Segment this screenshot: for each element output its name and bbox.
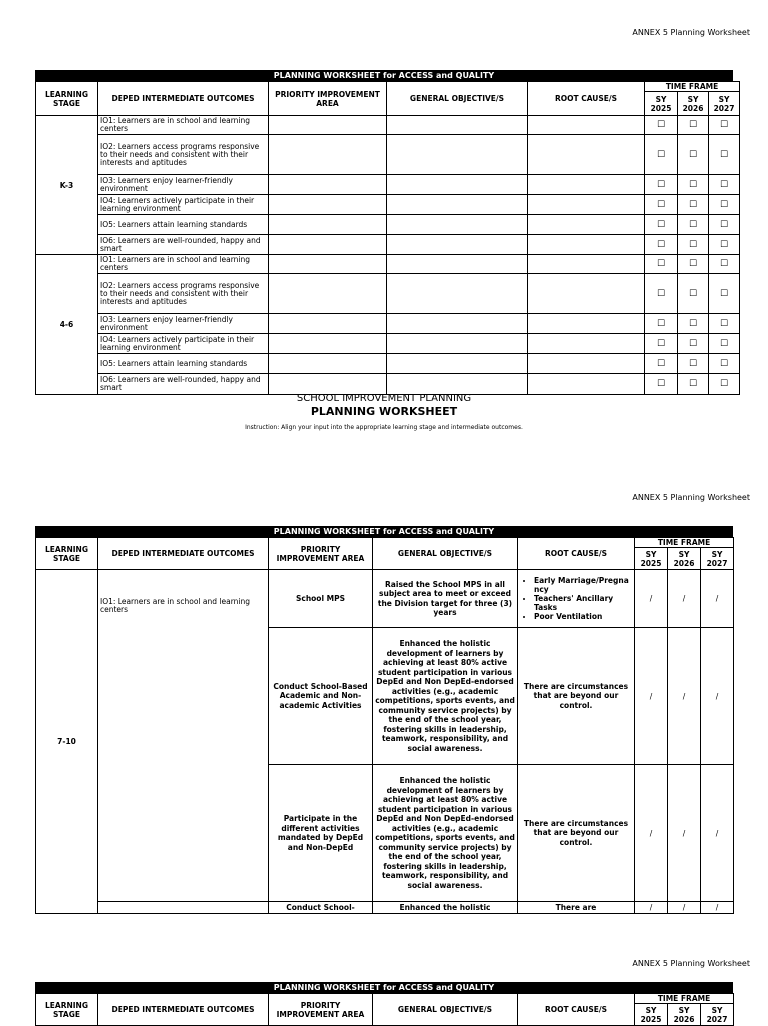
col-outcomes: DEPED INTERMEDIATE OUTCOMES <box>98 994 269 1026</box>
outcome-io2: IO2: Learners access programs responsive to their needs and consistent with their interests and aptitudes <box>98 135 269 175</box>
col-learning-stage: LEARNING STAGE <box>36 994 98 1026</box>
root-cause-cell[interactable] <box>528 116 645 135</box>
col-sy-2027: SY 2027 <box>709 92 740 116</box>
timeframe-mark[interactable]: / <box>635 570 668 628</box>
priority-cell[interactable] <box>269 135 387 175</box>
col-objective: GENERAL OBJECTIVE/S <box>387 82 528 116</box>
priority-cell[interactable]: Conduct School- <box>269 902 373 914</box>
checkbox[interactable]: ☐ <box>678 255 709 274</box>
col-time-frame: TIME FRAME <box>645 82 740 92</box>
priority-cell[interactable]: Conduct School-Based Academic and Non-academic Activities <box>269 628 373 765</box>
checkbox[interactable]: ☐ <box>709 274 740 314</box>
col-priority: PRIORITY IMPROVEMENT AREA <box>269 994 373 1026</box>
priority-cell[interactable] <box>269 274 387 314</box>
priority-cell[interactable] <box>269 235 387 255</box>
checkbox[interactable]: ☐ <box>645 175 678 195</box>
checkbox[interactable]: ☐ <box>678 334 709 354</box>
checkbox[interactable]: ☐ <box>645 374 678 395</box>
checkbox[interactable]: ☐ <box>645 255 678 274</box>
priority-cell[interactable] <box>269 116 387 135</box>
worksheet-table <box>35 537 734 914</box>
objective-cell[interactable] <box>387 354 528 374</box>
outcome-io3: IO3: Learners enjoy learner-friendly environment <box>98 175 269 195</box>
checkbox[interactable]: ☐ <box>678 235 709 255</box>
worksheet-3 <box>35 982 733 1026</box>
checkbox[interactable]: ☐ <box>709 314 740 334</box>
checkbox[interactable]: ☐ <box>678 135 709 175</box>
col-sy-2025: SY 2025 <box>635 1004 668 1026</box>
outcome-io1: IO1: Learners are in school and learning centers <box>98 255 269 274</box>
outcome-io6: IO6: Learners are well-rounded, happy and smart <box>98 235 269 255</box>
checkbox[interactable]: ☐ <box>709 374 740 395</box>
checkbox[interactable]: ☐ <box>709 175 740 195</box>
objective-cell[interactable]: Raised the School MPS in all subject area to meet or exceed the Division target for three (3) years <box>373 570 518 628</box>
priority-cell[interactable] <box>269 314 387 334</box>
objective-cell[interactable] <box>387 135 528 175</box>
outcome-io5: IO5: Learners attain learning standards <box>98 354 269 374</box>
annex-label: ANNEX 5 Planning Worksheet <box>632 959 750 968</box>
priority-cell[interactable] <box>269 255 387 274</box>
objective-cell[interactable] <box>387 116 528 135</box>
checkbox[interactable]: ☐ <box>678 274 709 314</box>
checkbox[interactable]: ☐ <box>645 195 678 215</box>
objective-cell[interactable] <box>387 215 528 235</box>
root-cause-cell[interactable]: There are circumstances that are beyond our control. <box>518 628 635 765</box>
col-sy-2025: SY 2025 <box>645 92 678 116</box>
timeframe-mark[interactable]: / <box>701 628 734 765</box>
col-priority: PRIORITY IMPROVEMENT AREA <box>269 538 373 570</box>
outcome-io3: IO3: Learners enjoy learner-friendly environment <box>98 314 269 334</box>
priority-cell[interactable] <box>269 354 387 374</box>
col-time-frame: TIME FRAME <box>635 538 734 548</box>
outcome-io6: IO6: Learners are well-rounded, happy and smart <box>98 374 269 395</box>
checkbox[interactable]: ☐ <box>709 135 740 175</box>
outcome-io4: IO4: Learners actively participate in their learning environment <box>98 195 269 215</box>
timeframe-mark[interactable]: / <box>668 902 701 914</box>
root-cause-cell[interactable] <box>528 374 645 395</box>
objective-cell[interactable] <box>387 195 528 215</box>
annex-label: ANNEX 5 Planning Worksheet <box>632 493 750 502</box>
priority-cell[interactable]: School MPS <box>269 570 373 628</box>
col-objective: GENERAL OBJECTIVE/S <box>373 994 518 1026</box>
root-cause-cell[interactable] <box>518 570 635 628</box>
checkbox[interactable]: ☐ <box>645 135 678 175</box>
root-cause-item: • Teachers' Ancillary Tasks <box>534 594 632 612</box>
worksheet-title: PLANNING WORKSHEET for ACCESS and QUALITY <box>35 70 733 81</box>
outcome-cell <box>98 902 269 914</box>
col-outcomes: DEPED INTERMEDIATE OUTCOMES <box>98 82 269 116</box>
outcome-io1: IO1: Learners are in school and learning centers <box>98 570 269 902</box>
timeframe-mark[interactable]: / <box>635 765 668 902</box>
priority-cell[interactable] <box>269 215 387 235</box>
worksheet-table <box>35 81 740 395</box>
timeframe-mark[interactable]: / <box>701 902 734 914</box>
checkbox[interactable]: ☐ <box>645 235 678 255</box>
root-cause-list <box>520 576 632 621</box>
root-cause-cell[interactable] <box>528 195 645 215</box>
checkbox[interactable]: ☐ <box>645 314 678 334</box>
worksheet-title: PLANNING WORKSHEET for ACCESS and QUALITY <box>35 982 733 993</box>
objective-cell[interactable] <box>387 235 528 255</box>
timeframe-mark[interactable]: / <box>701 570 734 628</box>
objective-cell[interactable] <box>387 255 528 274</box>
col-sy-2027: SY 2027 <box>701 548 734 570</box>
stage-7-10: 7-10 <box>36 570 98 914</box>
checkbox[interactable]: ☐ <box>645 116 678 135</box>
timeframe-mark[interactable]: / <box>701 765 734 902</box>
root-cause-cell[interactable]: There are circumstances that are beyond our control. <box>518 765 635 902</box>
worksheet-table <box>35 993 734 1026</box>
stage-4-6: 4-6 <box>36 255 98 395</box>
checkbox[interactable]: ☐ <box>709 255 740 274</box>
checkbox[interactable]: ☐ <box>645 334 678 354</box>
root-cause-cell[interactable] <box>528 235 645 255</box>
objective-cell[interactable] <box>387 334 528 354</box>
col-learning-stage: LEARNING STAGE <box>36 82 98 116</box>
stage-k3: K-3 <box>36 116 98 255</box>
root-cause-item: • Early Marriage/Pregna ncy <box>534 576 632 594</box>
caption-school-improvement: SCHOOL IMPROVEMENT PLANNING <box>296 393 472 404</box>
root-cause-cell[interactable] <box>528 354 645 374</box>
checkbox[interactable]: ☐ <box>645 354 678 374</box>
worksheet-2 <box>35 526 733 914</box>
objective-cell[interactable]: Enhanced the holistic development of learners by achieving at least 80% active student participation in various DepEd and Non DepEd-endorsed activities (e.g., academic competitions, sports events, and community service projects) by the end of the school year, fostering skills in leadership, teamwork, responsibility, and social awareness. <box>373 765 518 902</box>
root-cause-cell[interactable] <box>528 215 645 235</box>
timeframe-mark[interactable]: / <box>635 902 668 914</box>
timeframe-mark[interactable]: / <box>635 628 668 765</box>
annex-label: ANNEX 5 Planning Worksheet <box>632 28 750 37</box>
outcome-io4: IO4: Learners actively participate in their learning environment <box>98 334 269 354</box>
checkbox[interactable]: ☐ <box>709 116 740 135</box>
checkbox[interactable]: ☐ <box>678 354 709 374</box>
checkbox[interactable]: ☐ <box>678 175 709 195</box>
root-cause-cell[interactable] <box>528 135 645 175</box>
priority-cell[interactable] <box>269 374 387 395</box>
checkbox[interactable]: ☐ <box>645 274 678 314</box>
outcome-io1: IO1: Learners are in school and learning centers <box>98 116 269 135</box>
checkbox[interactable]: ☐ <box>645 215 678 235</box>
objective-cell[interactable] <box>387 274 528 314</box>
root-cause-cell[interactable] <box>528 255 645 274</box>
checkbox[interactable]: ☐ <box>709 334 740 354</box>
root-cause-cell[interactable] <box>528 334 645 354</box>
timeframe-mark[interactable]: / <box>668 628 701 765</box>
priority-cell[interactable] <box>269 175 387 195</box>
checkbox[interactable]: ☐ <box>678 195 709 215</box>
timeframe-mark[interactable]: / <box>668 765 701 902</box>
outcome-io2: IO2: Learners access programs responsive to their needs and consistent with their interests and aptitudes <box>98 274 269 314</box>
checkbox[interactable]: ☐ <box>709 215 740 235</box>
objective-cell[interactable] <box>387 175 528 195</box>
caption-planning-worksheet: PLANNING WORKSHEET <box>310 405 458 418</box>
col-priority: PRIORITY IMPROVEMENT AREA <box>269 82 387 116</box>
priority-cell[interactable] <box>269 334 387 354</box>
objective-cell[interactable] <box>387 374 528 395</box>
col-sy-2026: SY 2026 <box>668 1004 701 1026</box>
col-objective: GENERAL OBJECTIVE/S <box>373 538 518 570</box>
checkbox[interactable]: ☐ <box>709 354 740 374</box>
col-root-cause: ROOT CAUSE/S <box>528 82 645 116</box>
col-sy-2026: SY 2026 <box>668 548 701 570</box>
root-cause-cell[interactable] <box>528 175 645 195</box>
checkbox[interactable]: ☐ <box>678 215 709 235</box>
col-root-cause: ROOT CAUSE/S <box>518 538 635 570</box>
caption-instruction: Instruction: Align your input into the appropriate learning stage and intermediate outcomes. <box>245 424 523 431</box>
root-cause-cell[interactable]: There are <box>518 902 635 914</box>
priority-cell[interactable]: Participate in the different activities mandated by DepEd and Non-DepEd <box>269 765 373 902</box>
col-sy-2025: SY 2025 <box>635 548 668 570</box>
col-time-frame: TIME FRAME <box>635 994 734 1004</box>
col-learning-stage: LEARNING STAGE <box>36 538 98 570</box>
priority-cell[interactable] <box>269 195 387 215</box>
col-outcomes: DEPED INTERMEDIATE OUTCOMES <box>98 538 269 570</box>
worksheet-1 <box>35 70 733 395</box>
checkbox[interactable]: ☐ <box>709 195 740 215</box>
root-cause-cell[interactable] <box>528 274 645 314</box>
checkbox[interactable]: ☐ <box>678 374 709 395</box>
checkbox[interactable]: ☐ <box>709 235 740 255</box>
worksheet-title: PLANNING WORKSHEET for ACCESS and QUALITY <box>35 526 733 537</box>
objective-cell[interactable]: Enhanced the holistic <box>373 902 518 914</box>
col-sy-2026: SY 2026 <box>678 92 709 116</box>
objective-cell[interactable]: Enhanced the holistic development of learners by achieving at least 80% active student participation in various DepEd and Non DepEd-endorsed activities (e.g., academic competitions, sports events, and community service projects) by the end of the school year, fostering skills in leadership, teamwork, responsibility, and social awareness. <box>373 628 518 765</box>
objective-cell[interactable] <box>387 314 528 334</box>
checkbox[interactable]: ☐ <box>678 314 709 334</box>
col-sy-2027: SY 2027 <box>701 1004 734 1026</box>
outcome-io5: IO5: Learners attain learning standards <box>98 215 269 235</box>
checkbox[interactable]: ☐ <box>678 116 709 135</box>
root-cause-cell[interactable] <box>528 314 645 334</box>
root-cause-item: • Poor Ventilation <box>534 612 632 621</box>
col-root-cause: ROOT CAUSE/S <box>518 994 635 1026</box>
timeframe-mark[interactable]: / <box>668 570 701 628</box>
